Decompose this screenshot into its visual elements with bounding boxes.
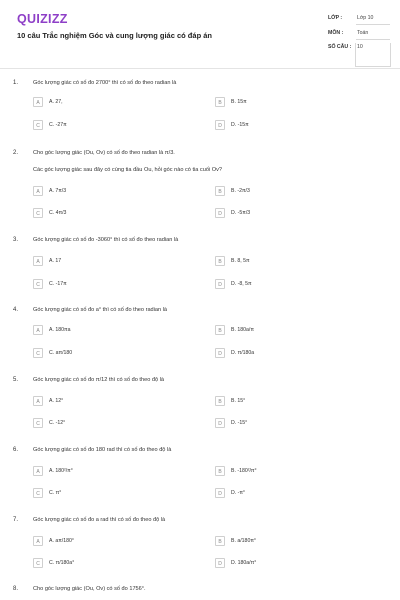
meta-value: 10 — [357, 44, 363, 50]
option-text: A. 12° — [49, 398, 64, 404]
option-text: D. -15π — [231, 122, 249, 128]
option-d[interactable] — [215, 558, 387, 569]
option-text: D. -15° — [231, 420, 248, 426]
question-number: 3. — [13, 237, 19, 243]
option-letter: D — [215, 488, 225, 498]
option-d[interactable] — [215, 208, 387, 219]
meta-label: SỐ CÂU : — [328, 44, 352, 50]
option-c[interactable] — [33, 418, 205, 429]
option-d[interactable] — [215, 348, 387, 359]
option-text: C. -17π — [49, 281, 67, 287]
question-number: 7. — [13, 517, 19, 523]
option-c[interactable] — [33, 279, 205, 290]
option-c[interactable] — [33, 488, 205, 499]
option-letter: D — [215, 558, 225, 568]
question-number: 2. — [13, 150, 19, 156]
option-a[interactable] — [33, 256, 205, 267]
option-b[interactable] — [215, 325, 387, 336]
question-number: 8. — [13, 586, 19, 592]
option-text: B. -180²/π° — [231, 468, 257, 474]
option-c[interactable] — [33, 558, 205, 569]
question-text-2: Các góc lượng giác sau đây có cùng tia đầu Ou, hỏi góc nào có tia cuối Ov? — [33, 167, 223, 173]
option-text: C. aπ/180 — [49, 350, 73, 356]
question-text: Góc lượng giác có số đo a° thì có số đo theo radian là — [33, 307, 168, 313]
option-letter: D — [215, 418, 225, 428]
option-letter: C — [33, 208, 43, 218]
worksheet-title: 10 câu Trắc nghiệm Góc và cung lượng giác có đáp án — [17, 31, 212, 40]
option-a[interactable] — [33, 325, 205, 336]
option-c[interactable] — [33, 208, 205, 219]
option-text: D. 180a/π° — [231, 560, 257, 566]
option-b[interactable] — [215, 536, 387, 547]
question-number: 1. — [13, 80, 19, 86]
option-letter: A — [33, 186, 43, 196]
option-letter: A — [33, 396, 43, 406]
meta-label: MÔN : — [328, 29, 344, 36]
option-letter: C — [33, 558, 43, 568]
option-letter: A — [33, 536, 43, 546]
option-text: B. a/180π° — [231, 538, 256, 544]
option-text: C. 4π/3 — [49, 210, 67, 216]
question-text: Góc lượng giác có số đo 2700° thì có số đo theo radian là — [33, 80, 177, 86]
option-letter: A — [33, 256, 43, 266]
option-letter: B — [215, 536, 225, 546]
option-a[interactable] — [33, 97, 205, 108]
question-text: Góc lượng giác có số đo -3060° thì có số đo theo radian là — [33, 237, 179, 243]
option-letter: C — [33, 488, 43, 498]
meta-row-class — [328, 15, 390, 30]
meta-label: LỚP : — [328, 15, 343, 21]
option-letter: D — [215, 208, 225, 218]
option-text: B. 8, 5π — [231, 258, 250, 264]
option-b[interactable] — [215, 396, 387, 407]
option-letter: A — [33, 466, 43, 476]
question-number: 5. — [13, 377, 19, 383]
question-text: Góc lượng giác có số đo a rad thì có số đo theo độ là — [33, 517, 166, 523]
option-letter: C — [33, 279, 43, 289]
option-b[interactable] — [215, 466, 387, 477]
option-d[interactable] — [215, 120, 387, 131]
option-a[interactable] — [33, 186, 205, 197]
option-d[interactable] — [215, 418, 387, 429]
option-letter: D — [215, 348, 225, 358]
option-text: C. -27π — [49, 122, 67, 128]
meta-value: Toán — [357, 29, 369, 36]
option-a[interactable] — [33, 396, 205, 407]
option-text: D. -π° — [231, 490, 246, 496]
option-letter: B — [215, 97, 225, 107]
option-text: A. 7π/3 — [49, 188, 67, 194]
option-letter: B — [215, 186, 225, 196]
option-d[interactable] — [215, 488, 387, 499]
option-b[interactable] — [215, 186, 387, 197]
option-letter: B — [215, 466, 225, 476]
question-text: Góc lượng giác có số đo π/12 thì có số đo theo độ là — [33, 377, 164, 383]
option-text: A. 17 — [49, 258, 62, 264]
option-letter: C — [33, 418, 43, 428]
option-text: A. 180²/π° — [49, 468, 73, 474]
meta-box — [355, 43, 391, 67]
option-text: C. -12° — [49, 420, 66, 426]
option-text: C. π° — [49, 490, 62, 496]
question-number: 6. — [13, 447, 19, 453]
question-text: Góc lượng giác có số đo 180 rad thì có số đo theo độ là — [33, 447, 172, 453]
option-letter: A — [33, 97, 43, 107]
option-text: D. π/180a — [231, 350, 255, 356]
option-c[interactable] — [33, 348, 205, 359]
option-text: A. 27, — [49, 99, 63, 105]
option-text: C. π/180a° — [49, 560, 75, 566]
question-text: Cho góc lượng giác (Ou, Ov) có số đo 1756°. — [33, 586, 146, 592]
meta-value: Lớp 10 — [357, 15, 374, 21]
meta-row-subject — [328, 30, 390, 45]
option-letter: B — [215, 256, 225, 266]
option-letter: B — [215, 396, 225, 406]
option-a[interactable] — [33, 466, 205, 477]
option-text: D. -5π/3 — [231, 210, 251, 216]
option-text: B. -2π/3 — [231, 188, 250, 194]
option-letter: C — [33, 348, 43, 358]
option-c[interactable] — [33, 120, 205, 131]
question-number: 4. — [13, 307, 19, 313]
option-b[interactable] — [215, 97, 387, 108]
option-text: D. -8, 5π — [231, 281, 252, 287]
option-text: A. aπ/180° — [49, 538, 74, 544]
worksheet-header — [0, 0, 400, 69]
option-text: B. 180a/π — [231, 327, 254, 333]
option-text: A. 180πa — [49, 327, 71, 333]
option-a[interactable] — [33, 536, 205, 547]
option-letter: B — [215, 325, 225, 335]
option-letter: A — [33, 325, 43, 335]
option-letter: C — [33, 120, 43, 130]
option-letter: D — [215, 120, 225, 130]
quizizz-logo: QUIZIZZ — [17, 12, 68, 26]
question-text: Cho góc lượng giác (Ou, Ov) có số đo theo radian là π/3. — [33, 150, 175, 156]
option-b[interactable] — [215, 256, 387, 267]
option-d[interactable] — [215, 279, 387, 290]
option-letter: D — [215, 279, 225, 289]
option-text: B. 15π — [231, 99, 247, 105]
option-text: B. 15° — [231, 398, 246, 404]
